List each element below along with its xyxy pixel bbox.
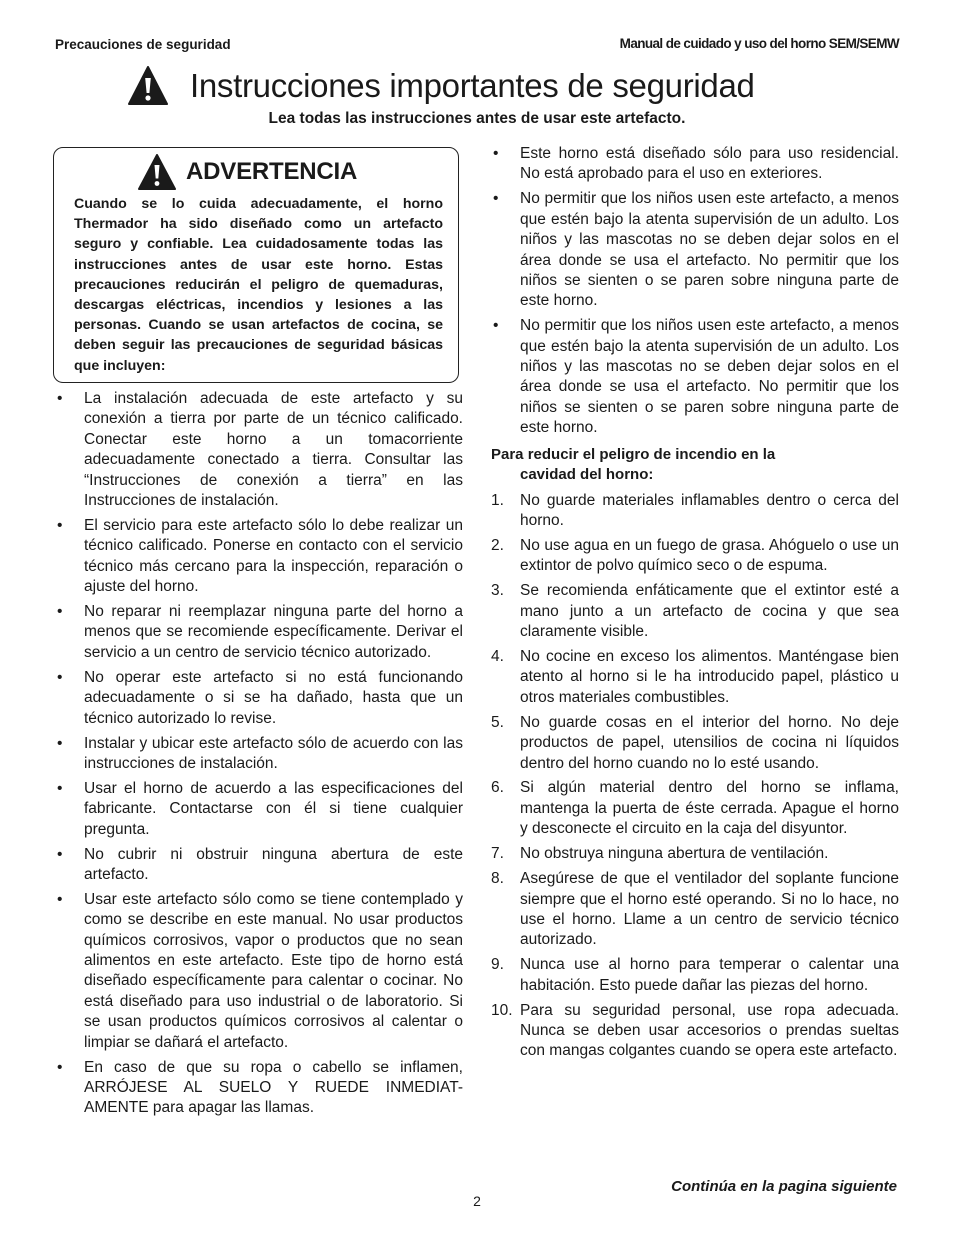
- list-item: • Instalar y ubicar este artefacto sólo de acuerdo con las instrucciones de instalación.: [57, 734, 463, 772]
- bullet-icon: •: [493, 145, 499, 162]
- list-item: • No cubrir ni obstruir ninguna abertura de este artefacto.: [57, 845, 463, 883]
- numbered-item: 3. Se recomienda enfáticamente que el extintor esté a mano junto a un artefacto de cocina y que sea claramente visible.: [491, 582, 899, 641]
- list-item: • No reparar ni reemplazar ninguna parte del horno a menos que se recomiende específicamente. Derivar el servicio a un centro de servicio técnico autorizado.: [57, 603, 463, 661]
- page-title: Instrucciones importantes de seguridad: [190, 67, 755, 104]
- numbered-item: 5. No guarde cosas en el interior del horno. No deje productos de papel, utensilios de cocina ni líquidos dentro del horno cuando no lo esté usando.: [491, 713, 899, 772]
- list-item: • En caso de que su ropa o cabello se inflamen, ARRÓJESE AL SUELO Y RUEDE INMEDIAT-AMENTE para apagar las llamas.: [57, 1058, 463, 1117]
- fire-section-heading: Para reducir el peligro de incendio en la cavidad del horno:: [491, 445, 776, 483]
- title-row: [128, 62, 755, 110]
- bullet-icon: •: [57, 890, 63, 908]
- warning-heading: [138, 154, 357, 190]
- numbered-item: 1. No guarde materiales inflamables dentro o cerca del horno.: [491, 491, 899, 530]
- bullet-icon: •: [57, 845, 63, 863]
- warning-title: ADVERTENCIA: [186, 158, 358, 185]
- bullet-icon: •: [493, 317, 499, 335]
- numbered-item: 4. No cocine en exceso los alimentos. Manténgase bien atento al horno si le ha introducido papel, plástico u otros materiales combustibles.: [491, 648, 899, 706]
- list-item: • Usar el horno de acuerdo a las especificaciones del fabricante. Contactarse con él si tiene cualquier pregunta.: [57, 779, 463, 838]
- list-item: • La instalación adecuada de este artefacto y su conexión a tierra por parte de un técnico calificado. Conectar este horno a un tomacorriente adecuadamente conectado a tierra. Consultar las “Instrucciones de conexión a tierra” en las Instrucciones de instalación.: [57, 390, 463, 510]
- section-label: Precauciones de seguridad: [55, 37, 231, 52]
- warning-triangle-icon: [128, 66, 168, 106]
- continue-note: Continúa en la pagina siguiente: [671, 1178, 897, 1195]
- list-item: • Usar este artefacto sólo como se tiene contemplado y como se describe en este manual. No usar productos químicos corrosivos, vapor o productos que no sean alimentos en este artefacto. Este tipo de horno está diseñado específicamente para calentar o cocinar. No está diseñado para uso industrial o de laboratorio. Si se usan productos químicos corrosivos al calentar o limpiar se dañará el artefacto.: [57, 890, 463, 1051]
- bullet-icon: •: [57, 1058, 63, 1076]
- bullet-icon: •: [57, 603, 63, 621]
- page-number: 2: [473, 1193, 481, 1209]
- bullet-icon: •: [57, 668, 63, 686]
- right-column: [491, 144, 899, 1066]
- numbered-item: 7. No obstruya ninguna abertura de ventilación.: [491, 845, 829, 863]
- warning-text: Cuando se lo cuida adecuadamente, el horno Thermador ha sido diseñado como un artefacto seguro y confiable. Lea cuidadosamente todas las instrucciones antes de usar este horno. Estas precauciones reducirán el peligro de quemaduras, descargas eléctricas, incendios y lesiones a las personas. Cuando se usan artefactos de cocina, se deben seguir las precauciones de seguridad básicas que incluyen:: [74, 196, 443, 374]
- list-item: • No operar este artefacto si no está funcionando adecuadamente o si se ha dañado, hasta que un técnico autorizado lo revise.: [57, 668, 463, 727]
- list-item: • No permitir que los niños usen este artefacto, a menos que estén bajo la atenta supervisión de un adulto. Los niños y las mascotas no se deben dejar solos en el área donde se usa el artefacto. No permitir que los niños se sienten o se paren sobre ninguna parte de este horno.: [493, 317, 899, 437]
- list-item: • El servicio para este artefacto sólo lo debe realizar un técnico calificado. Ponerse en contacto con el servicio técnico más cercano para la inspección, reparación o ajuste del horno.: [57, 516, 463, 596]
- bullet-icon: •: [57, 516, 63, 534]
- bullet-icon: •: [57, 734, 63, 752]
- bullet-icon: •: [493, 190, 499, 208]
- numbered-item: 8. Asegúrese de que el ventilador del soplante funcione siempre que el horno esté operando. Si no lo hace, no use el horno. Llame a un centro de servicio técnico autorizado.: [491, 870, 899, 949]
- numbered-item: 6. Si algún material dentro del horno se inflama, mantenga la puerta de éste cerrada. Apague el horno y desconecte el circuito en la caja del disyuntor.: [491, 779, 899, 838]
- numbered-item: 9. Nunca use al horno para temperar o calentar una habitación. Esto puede dañar las piezas del horno.: [491, 956, 899, 994]
- numbered-item: 10. Para su seguridad personal, use ropa adecuada. Nunca se deben usar accesorios o prendas sueltas con mangas colgantes cuando se opera este artefacto.: [491, 1001, 899, 1060]
- list-item: • No permitir que los niños usen este artefacto, a menos que estén bajo la atenta supervisión de un adulto. Los niños y las mascotas no se deben dejar solos en el área donde se usa el artefacto. No permitir que los niños se sienten o se paren sobre ninguna parte de este horno.: [493, 190, 899, 310]
- page-subtitle: Lea todas las instrucciones antes de usar este artefacto.: [268, 110, 686, 127]
- warning-triangle-icon: [138, 154, 176, 190]
- bullet-icon: •: [57, 779, 63, 797]
- numbered-item: 2. No use agua en un fuego de grasa. Ahóguelo o use un extintor de polvo químico seco o de espuma.: [491, 537, 899, 575]
- left-column: [55, 389, 463, 1123]
- bullet-icon: •: [57, 390, 63, 407]
- warning-box: [53, 147, 459, 383]
- list-item: • Este horno está diseñado sólo para uso residencial. No está aprobado para el uso en exteriores.: [493, 145, 899, 183]
- manual-title: Manual de cuidado y uso del horno SEM/SEMW: [619, 36, 899, 51]
